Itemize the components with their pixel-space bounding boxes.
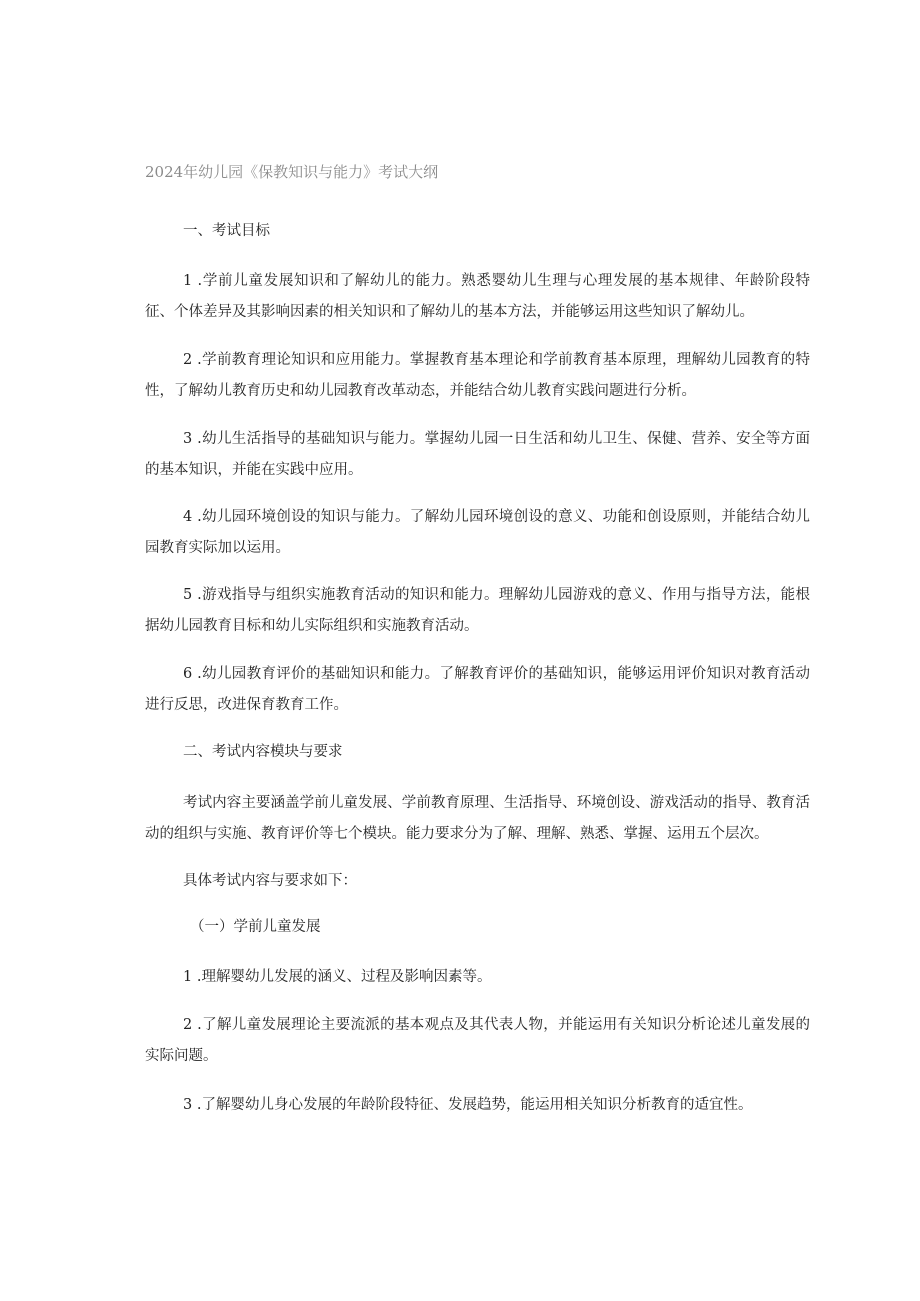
development-item-3: 3 .了解婴幼儿身心发展的年龄阶段特征、发展趋势，能运用相关知识分析教育的适宜性。 bbox=[183, 1097, 753, 1113]
subsection-heading-child-development: （一）学前儿童发展 bbox=[190, 919, 321, 935]
content-intro-paragraph: 考试内容主要涵盖学前儿童发展、学前教育原理、生活指导、环境创设、游戏活动的指导、教育活动的组织与实施、教育评价等七个模块。能力要求分为了解、理解、熟悉、掌握、运用五个层次。 bbox=[145, 795, 810, 842]
goal-item-3: 3 .幼儿生活指导的基础知识与能力。掌握幼儿园一日生活和幼儿卫生、保健、营养、安全等方面的基本知识，并能在实践中应用。 bbox=[145, 431, 810, 478]
section-heading-exam-goals: 一、考试目标 bbox=[183, 223, 270, 239]
content-lead-line: 具体考试内容与要求如下： bbox=[183, 873, 357, 889]
development-item-2: 2 .了解儿童发展理论主要流派的基本观点及其代表人物，并能运用有关知识分析论述儿童发展的实际问题。 bbox=[145, 1017, 810, 1064]
section-heading-content-modules: 二、考试内容模块与要求 bbox=[183, 744, 343, 760]
development-item-1: 1 .理解婴幼儿发展的涵义、过程及影响因素等。 bbox=[183, 969, 492, 985]
document-title: 2024年幼儿园《保教知识与能力》考试大纲 bbox=[145, 163, 439, 181]
goal-item-2: 2 .学前教育理论知识和应用能力。掌握教育基本理论和学前教育基本原理，理解幼儿园教育的特性，了解幼儿教育历史和幼儿园教育改革动态，并能结合幼儿教育实践问题进行分析。 bbox=[145, 352, 810, 399]
goal-item-4: 4 .幼儿园环境创设的知识与能力。了解幼儿园环境创设的意义、功能和创设原则，并能结合幼儿园教育实际加以运用。 bbox=[145, 509, 810, 556]
goal-item-5: 5 .游戏指导与组织实施教育活动的知识和能力。理解幼儿园游戏的意义、作用与指导方法，能根据幼儿园教育目标和幼儿实际组织和实施教育活动。 bbox=[145, 587, 810, 634]
goal-item-1: 1 .学前儿童发展知识和了解幼儿的能力。熟悉婴幼儿生理与心理发展的基本规律、年龄阶段特征、个体差异及其影响因素的相关知识和了解幼儿的基本方法，并能够运用这些知识了解幼儿。 bbox=[145, 273, 810, 320]
goal-item-6: 6 .幼儿园教育评价的基础知识和能力。了解教育评价的基础知识，能够运用评价知识对教育活动进行反思，改进保育教育工作。 bbox=[145, 666, 810, 713]
